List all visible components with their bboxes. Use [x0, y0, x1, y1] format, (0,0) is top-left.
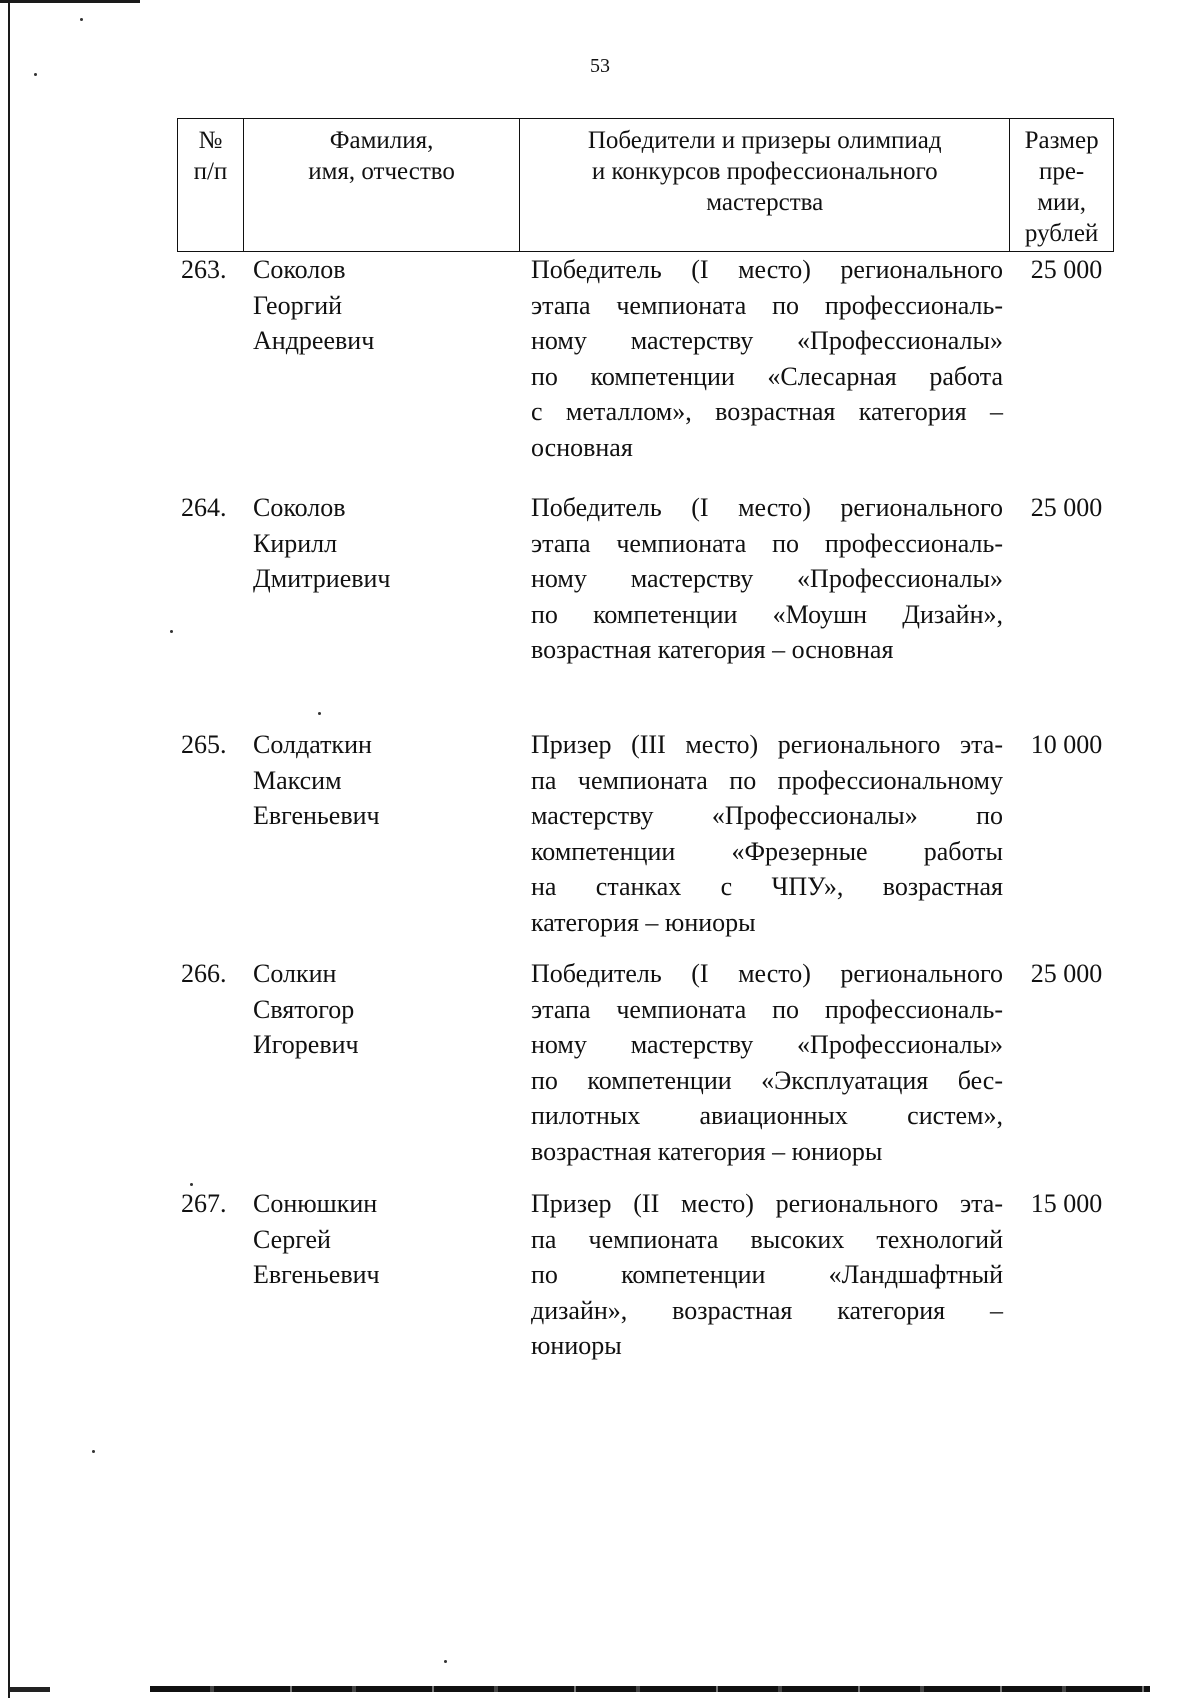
desc-line: па чемпионата по профессиональному [531, 765, 1003, 795]
row-number: 265. [181, 730, 227, 759]
row-full-name [253, 727, 513, 834]
row-achievement [531, 1186, 1003, 1364]
desc-line: этапа чемпионата по профессиональ- [531, 528, 1003, 558]
name-line: Максим [253, 765, 342, 795]
row-achievement [531, 252, 1003, 465]
row-full-name [253, 252, 513, 359]
desc-line: с металлом», возрастная категория – [531, 397, 1003, 426]
page-number: 53 [590, 55, 610, 77]
row-number: 264. [181, 493, 227, 522]
desc-line: Победитель (I место) регионального [531, 255, 1003, 284]
header-line: имя, отчество [308, 158, 455, 185]
name-line: Игоревич [253, 1030, 359, 1059]
row-prize-amount: 25 000 [1030, 959, 1103, 988]
row-full-name [253, 490, 513, 597]
row-achievement [531, 956, 1003, 1169]
desc-line: категория – юниоры [531, 907, 756, 937]
desc-line: па чемпионата высоких технологий [531, 1224, 1003, 1254]
name-line: Соколов [253, 255, 346, 284]
desc-line: ному мастерству «Профессионалы» [531, 1030, 1003, 1059]
header-line: Размер [1024, 127, 1099, 154]
desc-line: возрастная категория – юниоры [531, 1136, 883, 1166]
name-line: Кирилл [253, 528, 338, 558]
scan-speck [444, 1660, 447, 1663]
name-line: Сергей [253, 1224, 331, 1254]
desc-line: дизайн», возрастная категория – [531, 1295, 1003, 1325]
scan-edge-bottom-left [10, 1687, 50, 1692]
desc-line: Победитель (I место) регионального [531, 493, 1003, 522]
scan-speck [170, 630, 173, 633]
header-line: мастерства [706, 189, 824, 216]
row-prize-amount: 25 000 [1030, 493, 1103, 522]
desc-line: на станках с ЧПУ», возрастная [531, 872, 1003, 901]
header-achievement [520, 119, 1010, 251]
name-line: Солкин [253, 959, 337, 988]
name-line: Соколов [253, 493, 346, 522]
desc-line: пилотных авиационных систем», [531, 1101, 1003, 1130]
row-number: 266. [181, 959, 227, 988]
table-header [177, 118, 1114, 252]
desc-line: Призер (II место) регионального эта- [531, 1189, 1003, 1218]
row-prize-amount: 10 000 [1030, 730, 1103, 759]
header-number [178, 119, 244, 251]
header-full-name [244, 119, 520, 251]
row-prize-amount: 25 000 [1030, 255, 1103, 284]
header-line: рублей [1024, 220, 1099, 247]
row-full-name [253, 956, 513, 1063]
desc-line: по компетенции «Ландшафтный [531, 1260, 1003, 1289]
name-line: Дмитриевич [253, 564, 391, 593]
name-line: Евгеньевич [253, 1260, 380, 1289]
scan-edge-bottom [150, 1686, 1150, 1692]
name-line: Георгий [253, 290, 343, 320]
desc-line: по компетенции «Эксплуатация бес- [531, 1065, 1003, 1095]
header-line: пре- [1038, 158, 1085, 185]
desc-line: этапа чемпионата по профессиональ- [531, 994, 1003, 1024]
desc-line: основная [531, 432, 633, 462]
name-line: Святогор [253, 994, 355, 1024]
row-achievement [531, 727, 1003, 940]
desc-line: ному мастерству «Профессионалы» [531, 326, 1003, 355]
desc-line: Победитель (I место) регионального [531, 959, 1003, 988]
scan-speck [92, 1450, 95, 1453]
header-line: № [198, 127, 223, 154]
header-line: мии, [1037, 189, 1087, 216]
desc-line: ному мастерству «Профессионалы» [531, 564, 1003, 593]
desc-line: по компетенции «Моушн Дизайн», [531, 599, 1003, 629]
row-number: 267. [181, 1189, 227, 1218]
name-line: Сонюшкин [253, 1189, 378, 1218]
header-line: и конкурсов профессионального [591, 158, 938, 185]
row-number: 263. [181, 255, 227, 284]
scan-edge-top [0, 0, 140, 3]
scan-speck [80, 18, 83, 21]
header-line: п/п [193, 158, 228, 185]
row-full-name [253, 1186, 513, 1293]
header-prize-amount [1010, 119, 1113, 251]
row-achievement [531, 490, 1003, 668]
desc-line: возрастная категория – основная [531, 635, 894, 664]
desc-line: юниоры [531, 1331, 622, 1360]
scan-speck [318, 712, 321, 715]
header-line: Фамилия, [329, 127, 434, 154]
desc-line: компетенции «Фрезерные работы [531, 836, 1003, 866]
desc-line: этапа чемпионата по профессиональ- [531, 290, 1003, 320]
row-prize-amount: 15 000 [1030, 1189, 1103, 1218]
scan-edge-left [8, 0, 10, 1698]
header-line: Победители и призеры олимпиад [587, 127, 942, 154]
desc-line: мастерству «Профессионалы» по [531, 801, 1003, 830]
name-line: Андреевич [253, 326, 375, 355]
name-line: Евгеньевич [253, 801, 380, 830]
desc-line: по компетенции «Слесарная работа [531, 361, 1003, 391]
desc-line: Призер (III место) регионального эта- [531, 730, 1003, 759]
name-line: Солдаткин [253, 730, 372, 759]
